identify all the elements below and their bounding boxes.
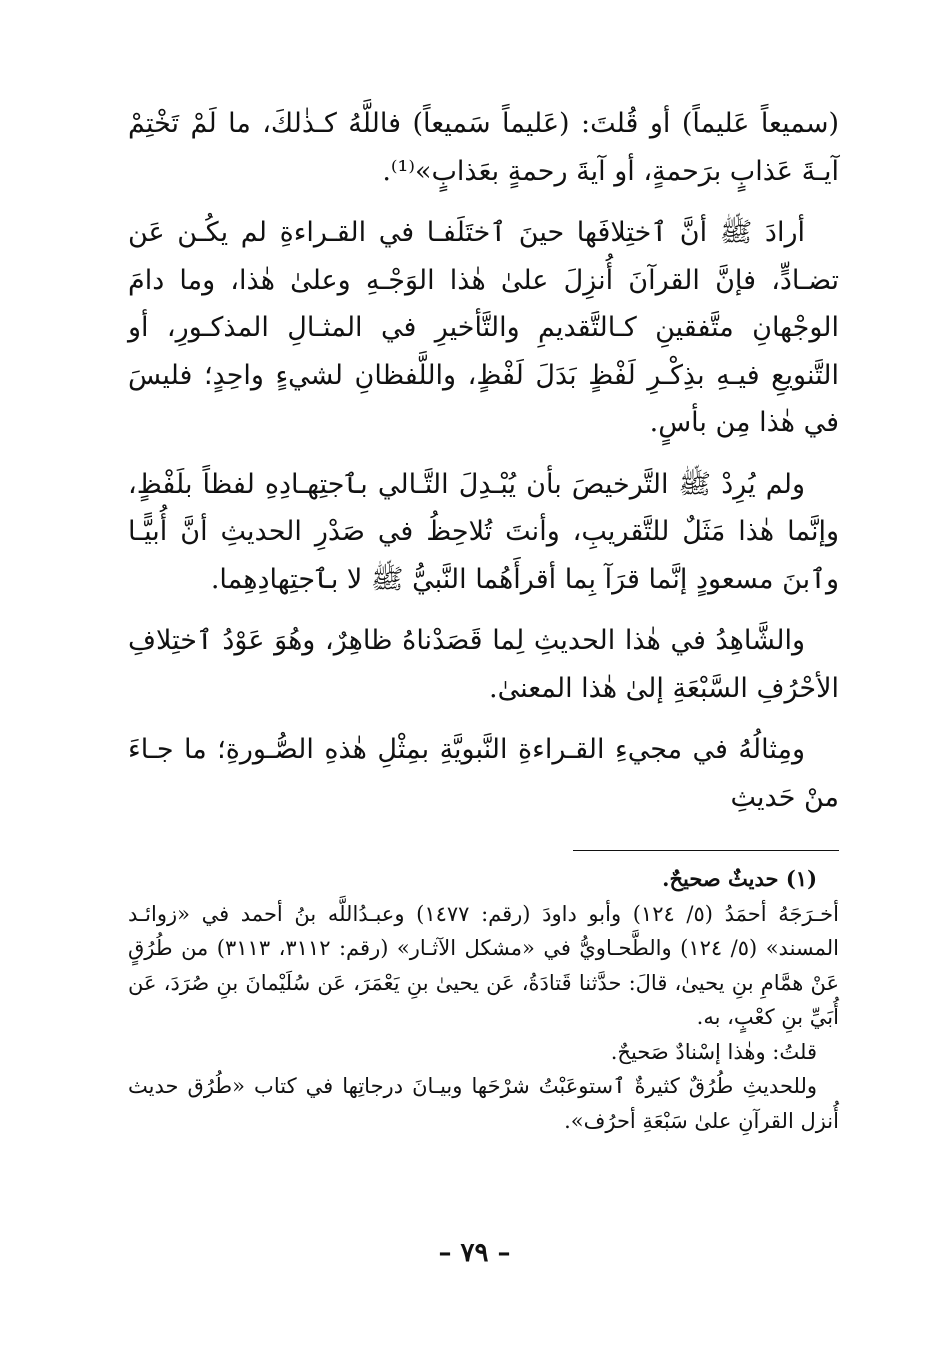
paragraph-1: (سميعاً عَليماً) أو قُلتَ: (عَليماً سَميعاً) فاللَّهُ كـذٰلكَ، ما لَمْ تَخْتِمْ آيـةَ عَذابٍ برَحمةٍ، أو آيةَ رحمةٍ بعَذابٍ»⁽¹⁾.	[128, 108, 839, 187]
main-text	[128, 100, 839, 835]
footnote-separator	[573, 850, 839, 851]
footnote-line-2: قلتُ: وهٰذا إسْنادٌ صَحيحٌ.	[610, 1039, 817, 1064]
footnotes	[128, 862, 839, 1138]
paragraph-5: ومِثالُهُ في مجيءِ القـراءةِ النَّبويَّةِ بمِثْلِ هٰذهِ الصُّـورةِ؛ ما جـاءَ منْ حَديثِ	[128, 734, 839, 813]
paragraph-2: أرادَ ﷺ أنَّ ٱختِلافَها حينَ ٱختَلَفـا في القـراءةِ لم يكُـن عَن تضـادٍّ، فإنَّ القرآنَ أُنزِلَ علىٰ هٰذا الوَجْـهِ وعلىٰ هٰذا، وما دامَ الوجْهانِ متَّفقينِ كـالتَّقديمِ والتَّأخيرِ في المثـالِ المذكـورِ، أو التَّنويعِ فيـهِ بذِكْـرِ لَفْظٍ بَدَلَ لَفْظٍ، واللَّفظانِ لشيءٍ واحِدٍ؛ فليسَ في هٰذا مِن بأسٍ.	[128, 217, 839, 438]
page-number: – ٧٩ –	[438, 1238, 511, 1268]
paragraph-4: والشَّاهِدُ في هٰذا الحديثِ لِما قَصَدْناهُ ظاهِرٌ، وهُوَ عَوْدُ ٱختِلافِ الأحْرُفِ السَّبْعَةِ إلىٰ هٰذا المعنىٰ.	[128, 625, 839, 704]
footnote-title: (١) حديثٌ صحيحٌ.	[662, 866, 817, 891]
paragraph-3: ولم يُرِدْ ﷺ التَّرخيصَ بأن يُبْـدِلَ التَّـالي بٱجتِهـادِهِ لفظاً بلَفْظٍ، وإنَّما هٰذا مَثَلٌ للتَّقريبِ، وأنتَ تُلاحِظُ في صَدْرِ الحديثِ أنَّ أُبيًّـا وٱبنَ مسعودٍ إنَّما قرَآ بِما أقرأَهُما النَّبيُّ ﷺ لا بٱجتِهادِهِما.	[128, 468, 839, 595]
footnote-line-1: أخـرَجَهُ أحمَدُ (٥/ ١٢٤) وأبو داودَ (رقم: ١٤٧٧) وعبـدُاللَّه بنُ أحمد في «زوائـد المسند» (٥/ ١٢٤) والطَّحـاويُّ في «مشكل الآثـار» (رقم: ٣١١٢، ٣١١٣) من طُرُقٍ عَنْ همَّامِ بنِ يحيىٰ، قالَ: حدَّثنا قَتادَةُ، عَن يحيىٰ بنِ يَعْمَرَ، عَن سُلَيْمانَ بنِ صُرَدَ، عَن أُبَيِّ بنِ كعْبٍ، به.	[128, 901, 840, 1029]
footnote-line-3: وللحديثِ طُرُقٌ كثيرةٌ ٱستوعَبْتُ شرْحَها وبيـانَ درجاتِها في كتاب «طُرُق حديث أُنزل القرآنِ علىٰ سَبْعَةِ أحرُف».	[128, 1074, 839, 1133]
